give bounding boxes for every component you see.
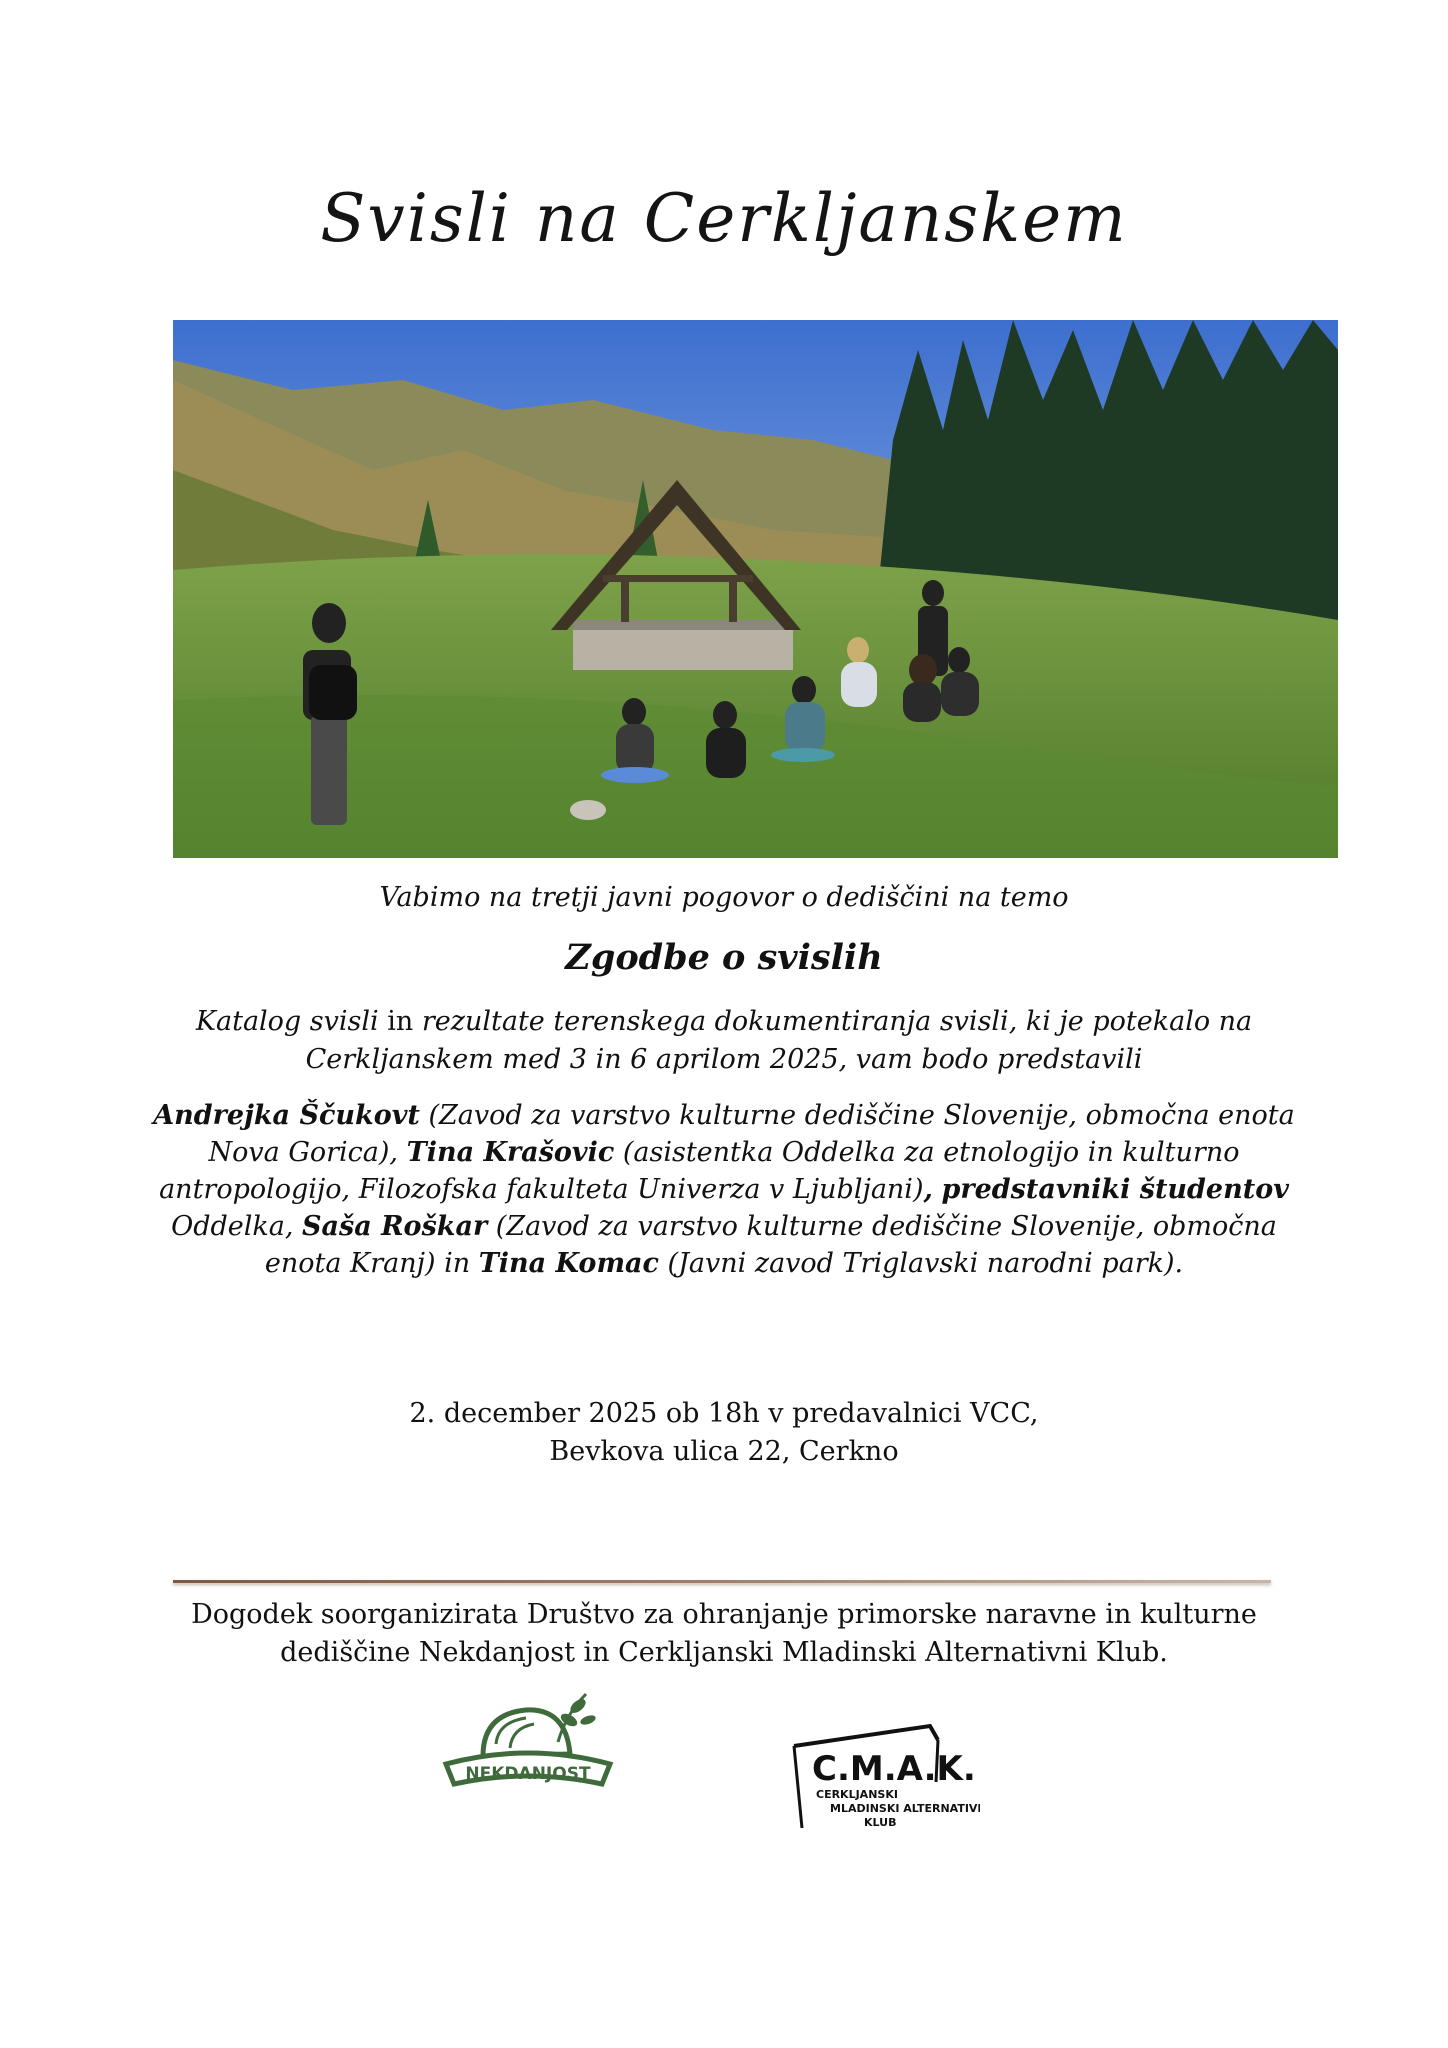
catalog-text-1: Katalog svisli xyxy=(195,1006,379,1037)
speaker-comma: , xyxy=(923,1174,933,1205)
speaker-affiliation-5: (Javni zavod Triglavski narodni park). xyxy=(658,1248,1184,1279)
speaker-affiliation-3: Oddelka, xyxy=(171,1211,303,1242)
event-date-time: 2. december 2025 ob 18h v predavalnici VCC, xyxy=(409,1398,1039,1429)
speaker-affiliation-4: (Zavod za varstvo kulturne dediščine Slovenije, območna enota Kranj) in xyxy=(264,1211,1277,1279)
invite-text: Vabimo na tretji javni pogovor o dediščini na temo xyxy=(379,882,1069,913)
cmak-logo-line3: KLUB xyxy=(864,1816,897,1829)
cmak-logo-title: C.M.A.K. xyxy=(812,1749,976,1789)
speaker-affiliation-2: (asistentka Oddelka za etnologijo in kulturno antropologijo, Filozofska fakulteta Univerza v Ljubljani) xyxy=(159,1137,1240,1205)
nekdanjost-logo-text: NEKDANJOST xyxy=(465,1764,591,1784)
nekdanjost-logo xyxy=(438,1684,618,1804)
speaker-name-1: Andrejka Ščukovt xyxy=(153,1100,420,1131)
field-landscape-image xyxy=(173,320,1338,858)
speaker-name-3: predstavniki študentov xyxy=(941,1174,1289,1205)
event-address: Bevkova ulica 22, Cerkno xyxy=(549,1436,899,1467)
hat-icon xyxy=(438,1684,618,1804)
catalog-paragraph xyxy=(150,1003,1298,1079)
event-details xyxy=(0,1395,1448,1471)
page-title: Svisli na Cerkljanskem xyxy=(320,180,1128,257)
cmak-logo-line2: MLADINSKI ALTERNATIVNI xyxy=(830,1802,980,1815)
speaker-name-5: Tina Komac xyxy=(478,1248,659,1279)
organizers-text: Dogodek soorganizirata Društvo za ohranjanje primorske naravne in kulturne dediščine Nekdanjost in Cerkljanski Mladinski Alternativni Klub. xyxy=(191,1599,1257,1668)
speaker-affiliation-1: (Zavod za varstvo kulturne dediščine Slovenije, območna enota Nova Gorica), xyxy=(208,1100,1295,1168)
catalog-text-3: rezultate terenskega dokumentiranja svisli, ki je potekalo na Cerkljanskem med 3 in 6 aprilom 2025, vam bodo predstavili xyxy=(305,1006,1253,1075)
stamp-frame-icon xyxy=(790,1718,980,1858)
speakers-paragraph xyxy=(150,1097,1298,1282)
speaker-name-4: Saša Roškar xyxy=(302,1211,488,1242)
talk-title: Zgodbe o svislih xyxy=(565,937,883,978)
speaker-name-2: Tina Krašovic xyxy=(406,1137,615,1168)
cmak-logo xyxy=(790,1718,980,1858)
hero-photo xyxy=(173,320,1338,858)
catalog-text-2: in xyxy=(378,1006,422,1037)
divider xyxy=(173,1580,1271,1583)
cmak-logo-line1: CERKLJANSKI xyxy=(816,1788,898,1801)
